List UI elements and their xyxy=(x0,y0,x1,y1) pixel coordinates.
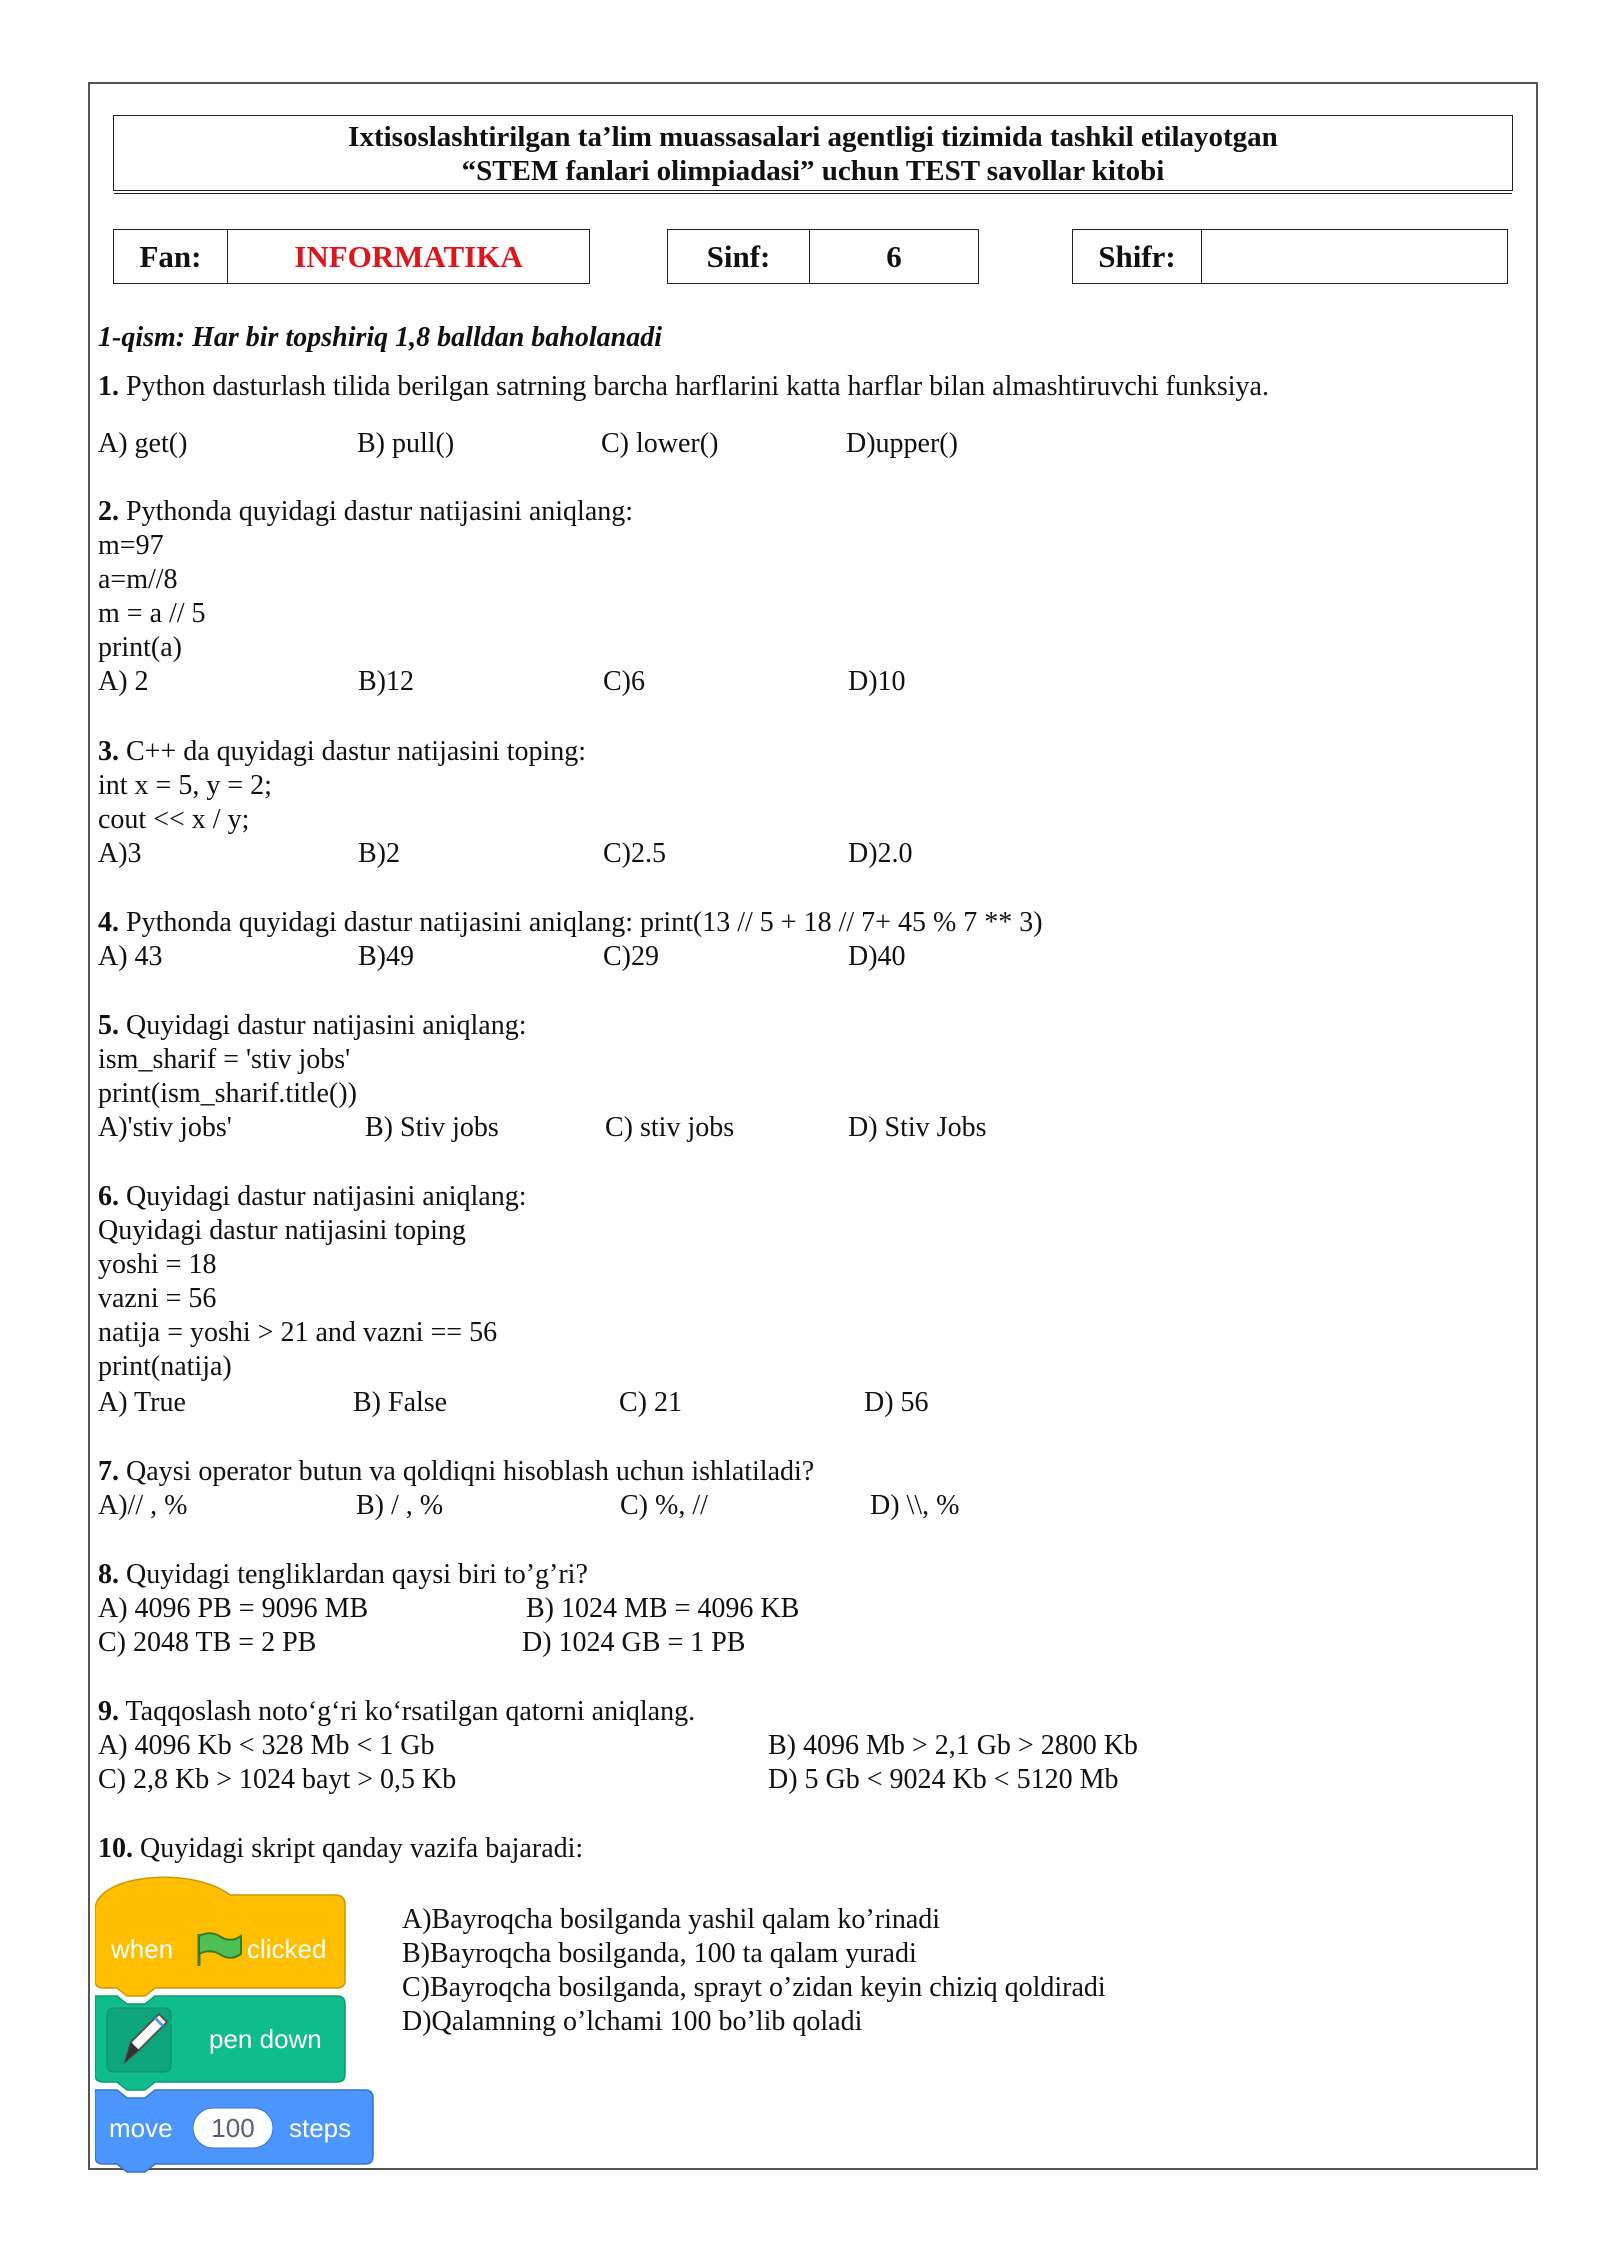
q10-option-c[interactable]: C)Bayroqcha bosilganda, sprayt o’zidan keyin chiziq qoldiradi xyxy=(402,1972,1106,2003)
q1-option-d[interactable]: D)upper() xyxy=(846,428,958,459)
q10-option-d[interactable]: D)Qalamning o’lchami 100 bo’lib qoladi xyxy=(402,2006,863,2037)
q7-option-d[interactable]: D) \\, % xyxy=(870,1490,960,1521)
q5-code-line: print(ism_sharif.title()) xyxy=(98,1078,357,1109)
q4-option-b[interactable]: B)49 xyxy=(358,941,414,972)
title-line-2: “STEM fanlari olimpiadasi” uchun TEST savollar kitobi xyxy=(461,155,1165,187)
scratch-script xyxy=(95,1870,385,2190)
q9-option-c[interactable]: C) 2,8 Kb > 1024 bayt > 0,5 Kb xyxy=(98,1764,457,1795)
title-box xyxy=(113,115,1513,191)
pen-icon xyxy=(107,2008,171,2072)
fan-value: INFORMATIKA xyxy=(227,229,590,284)
q10-option-b[interactable]: B)Bayroqcha bosilganda, 100 ta qalam yuradi xyxy=(402,1938,917,1969)
sinf-value: 6 xyxy=(809,229,979,284)
q9-option-b[interactable]: B) 4096 Mb > 2,1 Gb > 2800 Kb xyxy=(768,1730,1138,1761)
shifr-label: Shifr: xyxy=(1072,229,1202,284)
fan-label: Fan: xyxy=(113,229,228,284)
frame-bottom-border xyxy=(378,2168,1538,2170)
when-flag-clicked-block xyxy=(95,1877,345,1996)
q4-option-d[interactable]: D)40 xyxy=(848,941,906,972)
q10-option-a[interactable]: A)Bayroqcha bosilganda yashil qalam ko’rinadi xyxy=(402,1904,941,1935)
question-10: 10. Quyidagi skript qanday vazifa bajaradi: xyxy=(98,1833,584,1864)
pen-down-label: pen down xyxy=(209,2024,322,2054)
q3-option-a[interactable]: A)3 xyxy=(98,838,142,869)
q1-option-b[interactable]: B) pull() xyxy=(357,428,455,459)
q2-option-c[interactable]: C)6 xyxy=(603,666,645,697)
q3-option-c[interactable]: C)2.5 xyxy=(603,838,666,869)
q6-code-line: Quyidagi dastur natijasini toping xyxy=(98,1215,466,1246)
q6-code-line: natija = yoshi > 21 and vazni == 56 xyxy=(98,1317,498,1348)
q6-option-c[interactable]: C) 21 xyxy=(619,1387,682,1418)
q2-option-d[interactable]: D)10 xyxy=(848,666,906,697)
q9-option-d[interactable]: D) 5 Gb < 9024 Kb < 5120 Mb xyxy=(768,1764,1119,1795)
question-4: 4. Pythonda quyidagi dastur natijasini aniqlang: print(13 // 5 + 18 // 7+ 45 % 7 ** 3) xyxy=(98,907,1043,938)
q6-code-line: vazni = 56 xyxy=(98,1283,217,1314)
move-label: move xyxy=(109,2113,173,2143)
q6-option-b[interactable]: B) False xyxy=(353,1387,448,1418)
q2-code-line: m = a // 5 xyxy=(98,598,206,629)
question-7: 7. Qaysi operator butun va qoldiqni hisoblash uchun ishlatiladi? xyxy=(98,1456,815,1487)
q4-option-a[interactable]: A) 43 xyxy=(98,941,163,972)
q5-option-a[interactable]: A)'stiv jobs' xyxy=(98,1112,232,1143)
q2-option-a[interactable]: A) 2 xyxy=(98,666,149,697)
shifr-field[interactable] xyxy=(1201,229,1508,284)
q8-option-a[interactable]: A) 4096 PB = 9096 MB xyxy=(98,1593,369,1624)
q2-code-line: a=m//8 xyxy=(98,564,178,595)
q4-option-c[interactable]: C)29 xyxy=(603,941,659,972)
q7-option-a[interactable]: A)// , % xyxy=(98,1490,188,1521)
move-steps-block xyxy=(95,2090,373,2172)
q8-option-c[interactable]: C) 2048 TB = 2 PB xyxy=(98,1627,317,1658)
q5-option-b[interactable]: B) Stiv jobs xyxy=(365,1112,499,1143)
q6-option-a[interactable]: A) True xyxy=(98,1387,186,1418)
sinf-label: Sinf: xyxy=(667,229,810,284)
q8-option-b[interactable]: B) 1024 MB = 4096 KB xyxy=(526,1593,800,1624)
q3-option-b[interactable]: B)2 xyxy=(358,838,400,869)
when-label: when xyxy=(111,1934,174,1964)
q3-code-line: int x = 5, y = 2; xyxy=(98,770,272,801)
pen-down-block xyxy=(95,1996,345,2090)
q5-option-d[interactable]: D) Stiv Jobs xyxy=(848,1112,987,1143)
question-9: 9. Taqqoslash noto‘g‘ri ko‘rsatilgan qatorni aniqlang. xyxy=(98,1696,696,1727)
question-2: 2. Pythonda quyidagi dastur natijasini aniqlang: xyxy=(98,496,634,527)
q6-code-line: yoshi = 18 xyxy=(98,1249,217,1280)
q1-option-c[interactable]: C) lower() xyxy=(601,428,719,459)
q7-option-c[interactable]: C) %, // xyxy=(620,1490,708,1521)
question-5: 5. Quyidagi dastur natijasini aniqlang: xyxy=(98,1010,527,1041)
q6-code-line: print(natija) xyxy=(98,1351,232,1382)
title-line-1: Ixtisoslashtirilgan ta’lim muassasalari agentligi tizimida tashkil etilayotgan xyxy=(348,121,1278,153)
q3-option-d[interactable]: D)2.0 xyxy=(848,838,913,869)
q3-code-line: cout << x / y; xyxy=(98,804,250,835)
question-6: 6. Quyidagi dastur natijasini aniqlang: xyxy=(98,1181,527,1212)
q1-option-a[interactable]: A) get() xyxy=(98,428,188,459)
question-1: 1. Python dasturlash tilida berilgan satrning barcha harflarini katta harflar bilan almashtiruvchi funksiya. xyxy=(98,371,1269,402)
question-3: 3. C++ da quyidagi dastur natijasini toping: xyxy=(98,736,587,767)
q7-option-b[interactable]: B) / , % xyxy=(356,1490,444,1521)
clicked-label: clicked xyxy=(247,1934,327,1964)
section-heading: 1-qism: Har bir topshiriq 1,8 balldan baholanadi xyxy=(98,322,662,353)
q2-option-b[interactable]: B)12 xyxy=(358,666,414,697)
q2-code-line: m=97 xyxy=(98,530,164,561)
question-8: 8. Quyidagi tengliklardan qaysi biri to’g’ri? xyxy=(98,1559,588,1590)
q5-code-line: ism_sharif = 'stiv jobs' xyxy=(98,1044,351,1075)
steps-value: 100 xyxy=(211,2113,255,2143)
q9-option-a[interactable]: A) 4096 Kb < 328 Mb < 1 Gb xyxy=(98,1730,435,1761)
q8-option-d[interactable]: D) 1024 GB = 1 PB xyxy=(522,1627,746,1658)
q6-option-d[interactable]: D) 56 xyxy=(864,1387,929,1418)
steps-label: steps xyxy=(289,2113,352,2143)
q2-code-line: print(a) xyxy=(98,632,182,663)
q5-option-c[interactable]: C) stiv jobs xyxy=(605,1112,735,1143)
